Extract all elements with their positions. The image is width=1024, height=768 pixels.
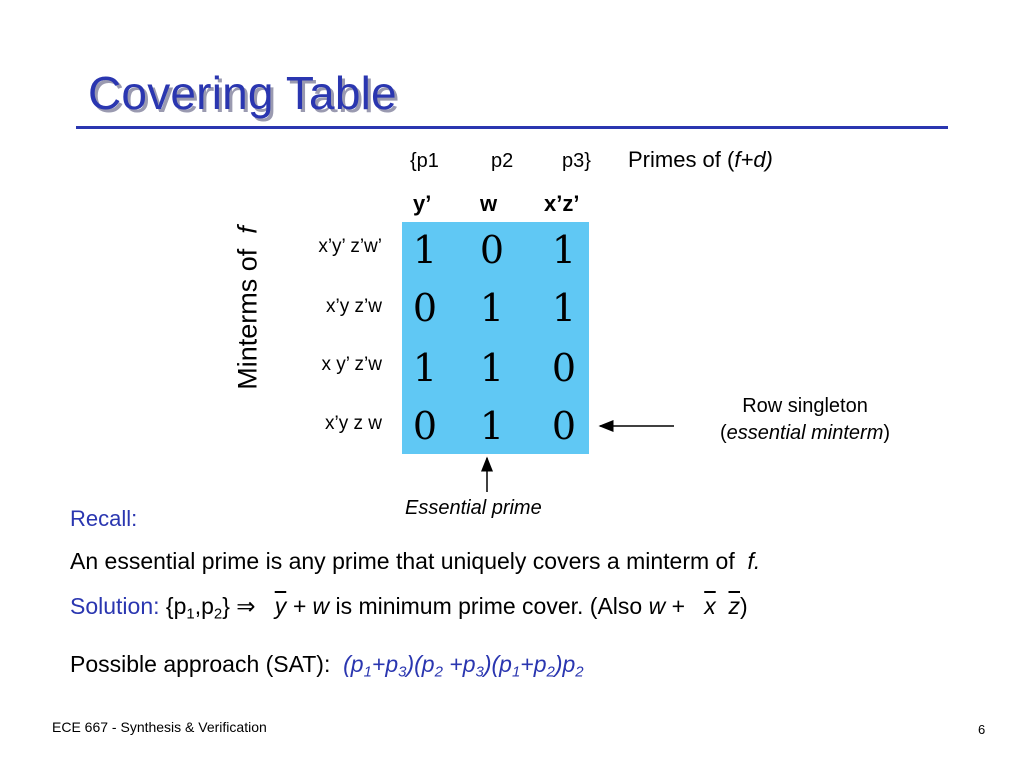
also-plus: + xyxy=(665,593,692,619)
solution-plus: + xyxy=(286,593,313,619)
row-label-0: x’y’ z’w’ xyxy=(318,236,382,257)
row-singleton-text: Row singleton xyxy=(742,395,868,417)
sat-term: )p xyxy=(554,651,576,677)
row-singleton-label xyxy=(690,395,920,445)
solution-label: Solution: xyxy=(70,593,160,619)
essential-minterm-italic: essential minterm xyxy=(726,422,884,444)
essential-prime-label xyxy=(405,497,542,520)
slide-title: Covering Table xyxy=(88,67,397,119)
matrix-cell: 0 xyxy=(479,228,505,272)
minterms-axis-var: f xyxy=(232,226,263,234)
sat-subscript: 2 xyxy=(434,663,443,681)
definition-var: f. xyxy=(747,548,761,574)
solution-y-bar: $\overline{y}$ xyxy=(274,593,287,619)
recall-label: Recall: xyxy=(70,506,138,531)
primes-of-prefix: Primes of ( xyxy=(628,147,735,172)
implies-symbol: ⇒ xyxy=(236,594,256,620)
matrix-cell: 1 xyxy=(479,286,505,330)
matrix-cell: 1 xyxy=(551,286,577,330)
also-x-bar: $\overline{x}$ xyxy=(704,593,716,619)
solution-set-open: {p xyxy=(165,593,187,619)
column-header-w: w xyxy=(480,191,498,216)
solution-text: is minimum prime cover. (Also xyxy=(329,593,649,619)
paren-open: ( xyxy=(719,422,727,444)
column-header-y-prime: y’ xyxy=(413,191,432,216)
definition-text: An essential prime is any prime that uniquely covers a minterm of xyxy=(70,548,735,574)
footer-course: ECE 667 - Synthesis & Verification xyxy=(52,719,267,735)
matrix-cell: 1 xyxy=(412,346,438,390)
solution-line xyxy=(70,593,748,623)
matrix-cell: 0 xyxy=(412,286,438,330)
sat-term: (p xyxy=(343,651,364,677)
matrix-cell: 1 xyxy=(479,346,505,390)
sat-subscript: 2 xyxy=(575,663,584,681)
prime-p1-label: {p1 xyxy=(410,150,439,172)
matrix-cell: 0 xyxy=(551,404,577,448)
also-close: ) xyxy=(740,593,748,619)
sat-expression xyxy=(343,651,584,681)
sat-term: )(p xyxy=(406,651,435,677)
sat-subscript: 2 xyxy=(546,663,555,681)
sat-line xyxy=(70,651,584,681)
solution-set-comma: ,p xyxy=(194,593,214,619)
sat-subscript: 3 xyxy=(475,663,484,681)
definition-line xyxy=(70,548,760,575)
row-label-2: x y’ z’w xyxy=(321,354,382,375)
sat-term: )(p xyxy=(483,651,512,677)
solution-sub-2: 2 xyxy=(213,605,223,623)
matrix-cell: 0 xyxy=(412,404,438,448)
sat-term: +p xyxy=(442,651,476,677)
sat-subscript: 3 xyxy=(398,663,407,681)
primes-of-var: f+d) xyxy=(734,147,773,172)
paren-close: ) xyxy=(883,422,891,444)
also-z-bar: $\overline{z}$ xyxy=(728,593,740,619)
sat-term: +p xyxy=(520,651,547,677)
solution-sub-1: 1 xyxy=(186,605,195,623)
matrix-cell: 1 xyxy=(479,404,505,448)
matrix-cell: 0 xyxy=(551,346,577,390)
matrix-cell: 1 xyxy=(412,228,438,272)
column-header-x-prime-z-prime: x’z’ xyxy=(544,191,580,216)
also-w: w xyxy=(648,593,666,619)
essential-prime-text: Essential prime xyxy=(405,497,542,519)
row-label-3: x’y z w xyxy=(325,413,382,434)
row-label-1: x’y z’w xyxy=(326,296,382,317)
matrix-cell: 1 xyxy=(551,228,577,272)
essential-minterm-text xyxy=(690,422,920,445)
sat-subscript: 1 xyxy=(363,663,372,681)
sat-subscript: 1 xyxy=(511,663,521,681)
solution-w: w xyxy=(312,593,330,619)
page-number: 6 xyxy=(978,722,986,737)
prime-p3-label: p3} xyxy=(562,150,591,172)
sat-term: +p xyxy=(371,651,399,677)
minterms-axis-text: Minterms of xyxy=(232,248,263,390)
prime-p2-label: p2 xyxy=(491,150,514,172)
solution-set-close: } xyxy=(222,593,230,619)
sat-label: Possible approach (SAT): xyxy=(70,651,331,677)
